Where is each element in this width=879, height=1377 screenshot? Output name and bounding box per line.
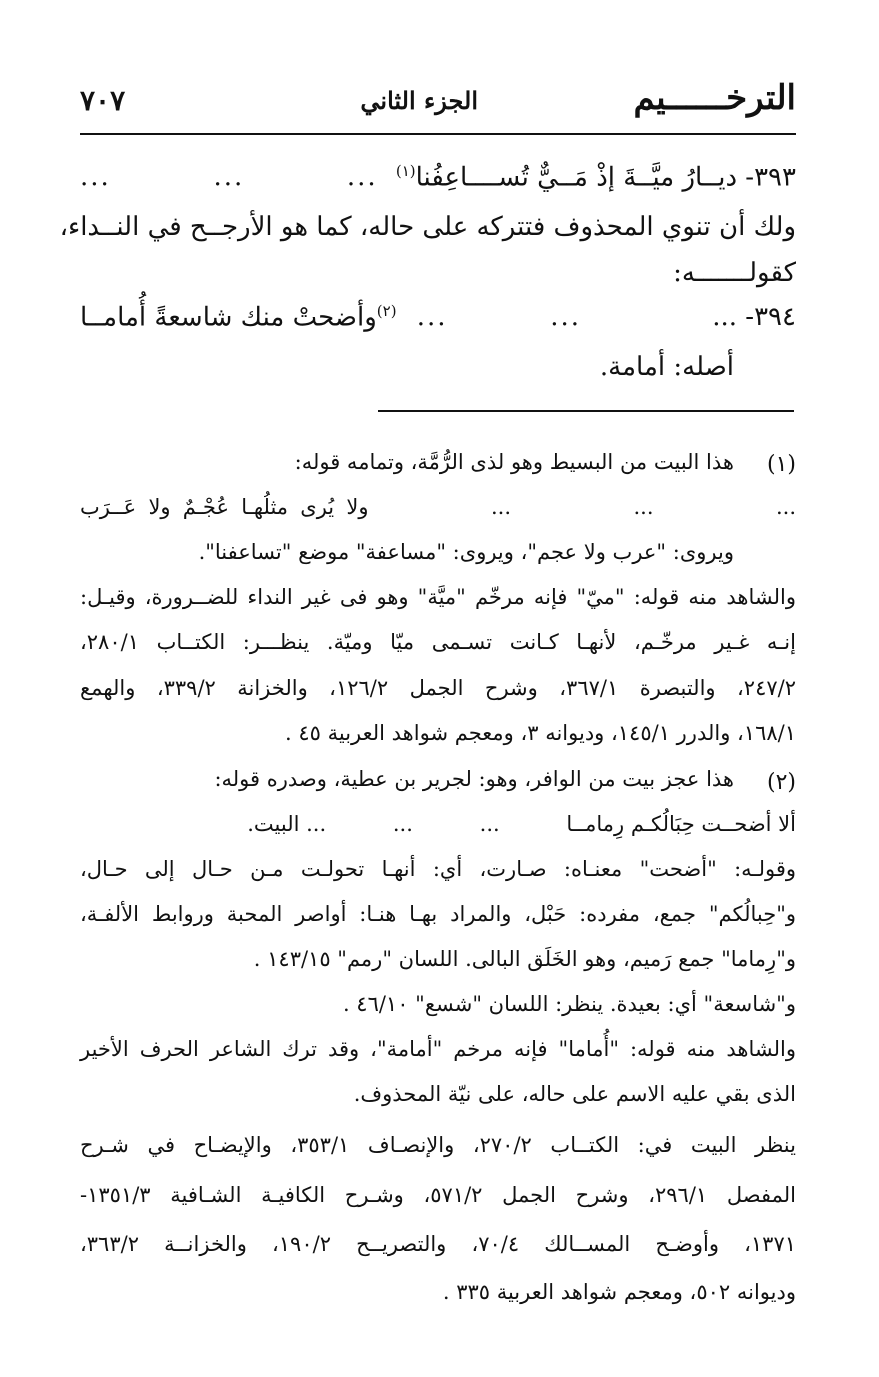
verse-393-dots: ... ... ...	[80, 162, 378, 192]
verse-393	[396, 162, 796, 193]
footnote-2-number: (٢)	[766, 770, 796, 795]
footnote-rule	[378, 410, 794, 412]
footnote-ref-1: (١)	[395, 162, 416, 180]
footnote-1-line: إنـه غـير مرخّـم، لأنهـا كـانت تسـمى ميّا وميّة. ينظـــر: الكتــاب ٢٨٠/١،	[80, 630, 796, 654]
footnote-1-line: ١٦٨/١، والدرر ١٤٥/١، وديوانه ٣، ومعجم شواهد العربية ٤٥ .	[285, 721, 796, 745]
footnote-ref-2: (٢)	[376, 302, 397, 320]
main-line-2: ولك أن تنوي المحذوف فتتركه على حاله، كما هو الأرجــح في النــداء،	[59, 212, 796, 242]
footnote-2-line: و"شاسعة" أي: بعيدة. ينظر: اللسان "شسع" ٤٦/١٠ .	[342, 992, 796, 1016]
footnote-2-line: وديوانه ٥٠٢، ومعجم شواهد العربية ٣٣٥ .	[442, 1280, 796, 1304]
page-number: ٧٠٧	[80, 84, 126, 117]
verse-394-dots: ... ...	[416, 302, 581, 332]
footnote-2-line: الذى بقي عليه الاسم على حاله، على نيّة المحذوف.	[353, 1082, 796, 1106]
footnote-2-line: ألا أضحــت حِبَالُكـم رِمامــا ... ... ... البيت.	[247, 812, 796, 836]
footnote-2-line: و"حِبالُكم" جمع، مفرده: حَبْل، والمراد بهـا هنـا: أواصر المحبة وروابط الألفـة،	[80, 902, 796, 926]
footnote-2-line: المفصل ٢٩٦/١، وشرح الجمل ٥٧١/٢، وشـرح الكافيـة الشـافية ١٣٥١/٣-	[80, 1183, 796, 1207]
main-line-3: كقولـــــــه:	[673, 258, 796, 288]
header-rule	[80, 133, 796, 135]
footnote-1-number: (١)	[766, 452, 796, 477]
footnote-2-line: والشاهد منه قوله: "أُماما" فإنه مرخم "أمامة"، وقد ترك الشاعر الحرف الأخير	[80, 1037, 796, 1061]
footnote-2-line: وقولـه: "أضحت" معنـاه: صـارت، أي: أنهـا تحولـت مـن حـال إلى حـال،	[80, 857, 796, 881]
page-header	[80, 78, 796, 128]
footnote-2-line: ينظر البيت في: الكتــاب ٢٧٠/٢، والإنصـاف ٣٥٣/١، والإيضـاح في شـرح	[80, 1133, 796, 1157]
verse-393-text: ٣٩٣- ديــارُ ميَّــةَ إذْ مَــيٌّ تُســــاعِفُنا	[415, 162, 796, 193]
footnote-1-line: هذا البيت من البسيط وهو لذى الرُّمَّة، وتمامه قوله:	[294, 450, 734, 474]
verse-394-text: وأضحتْ منك شاسعةً أُمامــا	[80, 302, 377, 333]
footnote-2-line: ١٣٧١، وأوضـح المســالك ٧٠/٤، والتصريــح ١٩٠/٢، والخزانــة ٣٦٣/٢،	[80, 1232, 797, 1256]
main-line-5: أصله: أمامة.	[599, 352, 734, 382]
footnote-2-line: هذا عجز بيت من الوافر، وهو: لجرير بن عطية، وصدره قوله:	[214, 767, 734, 791]
footnote-2-line: و"رِماما" جمع رَميم، وهو الخَلَق البالى. اللسان "رمم" ١٤٣/١٥ .	[253, 947, 796, 971]
footnote-1-line: ويروى: "عرب ولا عجم"، ويروى: "مساعفة" موضع "تساعفنا".	[198, 540, 734, 564]
footnote-1-line: ... ... ... ولا يُرى مثلُهـا عُجْـمٌ ولا عَــرَب	[80, 495, 796, 519]
chapter-title: الترخــــــيم	[633, 78, 796, 118]
footnote-1-line: ٢٤٧/٢، والتبصرة ٣٦٧/١، وشرح الجمل ١٢٦/٢، والخزانة ٣٣٩/٢، والهمع	[80, 676, 796, 700]
verse-394-prefix: ٣٩٤- ...	[712, 302, 796, 332]
verse-394	[80, 302, 397, 333]
footnote-1-line: والشاهد منه قوله: "ميّ" فإنه مرخّم "ميَّة" وهو فى غير النداء للضــرورة، وقيـل:	[80, 585, 796, 609]
volume-title: الجزء الثاني	[360, 86, 478, 115]
